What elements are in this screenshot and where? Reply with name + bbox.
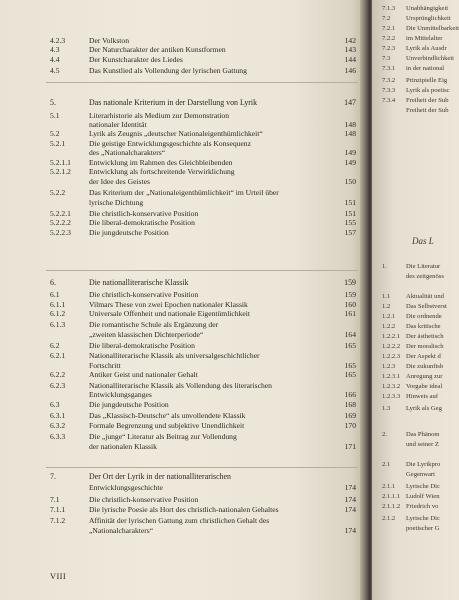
right-line-number: 1.	[382, 263, 387, 270]
right-line-number: 1.2	[382, 303, 391, 310]
right-line-text: Prinzipielle Eig	[406, 77, 448, 84]
toc-entry-page: 159	[344, 278, 356, 287]
toc-entry-number: 6.1.2	[50, 309, 66, 318]
toc-entry-title: Entwicklung im Rahmen des Gleichbleibenden	[89, 158, 233, 167]
right-line-number: 1.2.2.2	[382, 343, 401, 350]
right-line-text: Hinweis auf	[406, 393, 439, 400]
toc-entry-number: 7.1.1	[50, 505, 66, 514]
right-line-text: Unverbindlichkeit	[406, 55, 454, 62]
toc-entry-page: 165	[344, 361, 356, 370]
toc-entry-page: 165	[344, 341, 356, 350]
toc-entry-number: 4.2.3	[50, 36, 66, 45]
right-line-text: Die Literatur	[406, 263, 441, 270]
toc-entry-number: 6.3.1	[50, 411, 66, 420]
toc-entry-title: Entwicklungsgeschichte	[89, 483, 163, 492]
toc-entry-title: Die jungdeutsche Position	[89, 400, 169, 409]
toc-entry-title: Universale Offenheit und nationale Eigentümlichkeit	[89, 309, 250, 318]
toc-entry-title: der nationalen Klassik	[89, 442, 157, 451]
toc-chapter-entry	[0, 98, 366, 108]
toc-entry-page: 170	[344, 421, 356, 430]
right-line-number: 7.3.3	[382, 87, 396, 94]
right-line-number: 7.2.2	[382, 35, 396, 42]
right-line-number: 7.2.1	[382, 25, 396, 32]
right-line-text: Lyrik als Geg	[406, 405, 442, 412]
toc-entry-title: nationaler Identität	[89, 120, 147, 129]
toc-entry	[0, 495, 366, 505]
right-line-number: 1.2.3.3	[382, 393, 401, 400]
right-line-number: 1.2.1	[382, 313, 396, 320]
toc-entry	[0, 198, 366, 208]
section-divider	[46, 82, 358, 83]
right-line-number: 1.3	[382, 405, 391, 412]
toc-entry-number: 5.2.1.2	[50, 167, 71, 176]
toc-entry-title: Die geistige Entwicklungsgeschichte als Konsequenz	[89, 139, 251, 148]
right-line-number: 7.2.3	[382, 45, 396, 52]
right-line-text: Der ästhetisch	[406, 333, 444, 340]
right-line-number: 1.2.2.3	[382, 353, 401, 360]
toc-entry-page: 149	[344, 148, 356, 157]
toc-entry-number: 5.2.2.2	[50, 218, 71, 227]
toc-entry-number: 4.5	[50, 66, 60, 75]
right-line-number: 7.3.1	[382, 65, 396, 72]
toc-entry-title: Die liberal-demokratische Position	[89, 341, 195, 350]
toc-entry-number: 7.1.2	[50, 516, 66, 525]
toc-entry	[0, 330, 366, 340]
toc-entry-title: Die christlich-konservative Position	[89, 209, 199, 218]
toc-entry-number: 6.3.3	[50, 432, 66, 441]
toc-entry-title: Der Volkston	[89, 36, 130, 45]
toc-entry-title: Die christlich-konservative Position	[89, 290, 199, 299]
toc-entry-page: 148	[344, 120, 356, 129]
toc-entry-page: 147	[344, 98, 356, 107]
toc-entry-title: „Nationalcharakters“	[89, 526, 154, 535]
toc-entry-title: Literarhistorie als Medium zur Demonstration	[89, 111, 230, 120]
toc-entry-page: 160	[344, 300, 356, 309]
right-line-text: Das Selbstverst	[406, 303, 447, 310]
right-line-text: des zeitgenöss	[406, 273, 444, 280]
toc-entry-title: Das Kriterium der „Nationaleigenthümlichkeit“ im Urteil über	[89, 188, 279, 197]
right-line-number: 2.1.1.1	[382, 493, 401, 500]
toc-entry-page: 174	[344, 505, 356, 514]
toc-entry-title: Das nationale Kriterium in der Darstellung von Lyrik	[89, 98, 258, 107]
right-line-text: Lyrik als Ausdr	[406, 45, 447, 52]
toc-entry-title: Entwicklung als fortschreitende Verwirklichung	[89, 167, 235, 176]
right-line-number: 7.3	[382, 55, 391, 62]
right-line-text: Freiheit der Sub	[406, 107, 449, 114]
right-line-number: 2.1.2	[382, 515, 396, 522]
right-line-number: 2.1	[382, 461, 391, 468]
right-line-text: Gegenwart	[406, 471, 435, 478]
right-line-text: Die zukunftsb	[406, 363, 444, 370]
toc-entry	[0, 45, 366, 55]
toc-entry-title: des „Nationalcharakters“	[89, 148, 166, 157]
toc-entry	[0, 228, 366, 238]
toc-entry-page: 148	[344, 129, 356, 138]
toc-entry	[0, 370, 366, 380]
toc-entry-title: Der Kunstcharakter des Liedes	[89, 55, 183, 64]
toc-entry-title: Das „Klassisch-Deutsche“ als unvollendete Klassik	[89, 411, 246, 420]
toc-entry-number: 6.1.1	[50, 300, 66, 309]
toc-entry-page: 155	[344, 218, 356, 227]
toc-entry	[0, 411, 366, 421]
toc-entry	[0, 188, 366, 198]
toc-entry-page: 174	[344, 483, 356, 492]
toc-entry	[0, 55, 366, 65]
toc-entry-title: Das Kunstlied als Vollendung der lyrischen Gattung	[89, 66, 247, 75]
toc-entry-number: 5.2.1.1	[50, 158, 71, 167]
toc-entry-page: 144	[344, 55, 356, 64]
toc-entry-title: Die lyrische Poesie als Hort des christlich-nationalen Gehaltes	[89, 505, 279, 514]
right-line-text: Die Lyrikpro	[406, 461, 441, 468]
right-line-text: Freiheit der Sub	[406, 97, 449, 104]
page-number: VIII	[50, 572, 67, 581]
toc-entry	[0, 526, 366, 536]
toc-entry-page: 142	[344, 36, 356, 45]
toc-entry-number: 7.	[50, 472, 56, 481]
toc-entry-page: 157	[344, 228, 356, 237]
right-line-text: Aktualität und	[406, 293, 444, 300]
right-line-number: 7.2	[382, 15, 391, 22]
right-line-text: Lyrik als poetisc	[406, 87, 450, 94]
section-divider	[46, 270, 358, 271]
right-line-number: 1.2.2.1	[382, 333, 401, 340]
right-line-text: Das Phänom	[406, 431, 440, 438]
toc-entry-page: 143	[344, 45, 356, 54]
toc-entry-page: 174	[344, 526, 356, 535]
toc-entry-title: Die nationalliterarische Klassik	[89, 278, 189, 287]
right-line-number: 2.1.1.2	[382, 503, 401, 510]
toc-entry-title: Formale Begrenzung und subjektive Unendlichkeit	[89, 421, 245, 430]
toc-entry-title: Nationalliterarische Klassik als universalgeschichtlicher	[89, 351, 260, 360]
toc-entry-title: der Idee des Geistes	[89, 177, 150, 186]
toc-entry-title: Lyrik als Zeugnis „deutscher Nationaleigenthümlichkeit“	[89, 129, 263, 138]
toc-entry-title: „zweiten klassischen Dichterperiode“	[89, 330, 204, 339]
right-line-number: 1.2.2	[382, 323, 396, 330]
toc-entry	[0, 341, 366, 351]
toc-entry-title: Die christlich-konservative Position	[89, 495, 199, 504]
toc-entry-number: 5.2.2.3	[50, 228, 71, 237]
toc-entry-page: 149	[344, 158, 356, 167]
toc-entry	[0, 320, 366, 330]
toc-entry	[0, 129, 366, 139]
toc-entry-title: Die romantische Schule als Ergänzung der	[89, 320, 219, 329]
toc-entry-number: 6.2.3	[50, 381, 66, 390]
right-line-number: 1.2.3.1	[382, 373, 401, 380]
right-line-number: 7.1.3	[382, 5, 396, 12]
toc-entry-page: 159	[344, 290, 356, 299]
toc-entry	[0, 432, 366, 442]
toc-entry-number: 4.4	[50, 55, 60, 64]
toc-entry	[0, 309, 366, 319]
toc-entry	[0, 66, 366, 76]
toc-entry	[0, 390, 366, 400]
right-line-text: im Mittelalter	[406, 35, 443, 42]
toc-entry-number: 6.1	[50, 290, 60, 299]
right-line-text: Die Unmittelbarkeit	[406, 25, 459, 32]
toc-entry-number: 6.2.1	[50, 351, 66, 360]
right-line-number: 1.2.3	[382, 363, 396, 370]
toc-entry-number: 5.2	[50, 129, 60, 138]
toc-entry	[0, 290, 366, 300]
toc-entry	[0, 177, 366, 187]
right-line-text: und seiner Z	[406, 441, 439, 448]
toc-entry-number: 5.2.2.1	[50, 209, 71, 218]
toc-entry-page: 164	[344, 330, 356, 339]
toc-entry	[0, 483, 366, 493]
toc-entry	[0, 400, 366, 410]
toc-entry-number: 5.	[50, 98, 56, 107]
toc-entry-number: 6.	[50, 278, 56, 287]
toc-entry-title: Der Naturcharakter der antiken Kunstformen	[89, 45, 226, 54]
toc-entry-page: 151	[344, 209, 356, 218]
toc-entry-page: 150	[344, 177, 356, 186]
toc-entry-number: 7.1	[50, 495, 60, 504]
toc-entry-page: 168	[344, 400, 356, 409]
toc-entry-number: 6.3.2	[50, 421, 66, 430]
toc-entry-number: 5.2.1	[50, 139, 66, 148]
toc-entry-title: Vilmars These von zwei Epochen nationaler Klassik	[89, 300, 248, 309]
right-line-text: Anregung zur	[406, 373, 443, 380]
toc-entry-title: Die liberal-demokratische Position	[89, 218, 195, 227]
right-line-text: Ludolf Wien	[406, 493, 440, 500]
toc-entry-title: Die jungdeutsche Position	[89, 228, 169, 237]
toc-entry	[0, 516, 366, 526]
right-line-text: poetischer G	[406, 525, 440, 532]
toc-entry-title: Entwicklungsganges	[89, 390, 152, 399]
right-line-number: 2.1.1	[382, 483, 396, 490]
toc-entry	[0, 442, 366, 452]
right-line-text: Unabhängigkeit	[406, 5, 449, 12]
right-line-text: Der Aspekt d	[406, 353, 441, 360]
toc-entry-page: 174	[344, 495, 356, 504]
toc-entry	[0, 505, 366, 515]
right-line-text: Das kritische	[406, 323, 441, 330]
toc-entry-title: Der Ort der Lyrik in der nationalliterarischen	[89, 472, 231, 481]
toc-entry-page: 165	[344, 370, 356, 379]
toc-entry	[0, 167, 366, 177]
right-line-number: 7.3.2	[382, 77, 396, 84]
toc-entry	[0, 351, 366, 361]
toc-entry-title: Antiker Geist und nationaler Gehalt	[89, 370, 198, 379]
right-line-text: Ursprünglichkeit	[406, 15, 451, 22]
right-line-text: Lyrische Dic	[406, 515, 440, 522]
toc-entry-number: 6.1.3	[50, 320, 66, 329]
toc-entry-page: 166	[344, 390, 356, 399]
right-line-text: in der national	[406, 65, 445, 72]
right-page	[372, 0, 459, 600]
right-page-heading: Das L	[412, 236, 434, 246]
toc-entry-page: 169	[344, 411, 356, 420]
toc-entry-number: 5.1	[50, 111, 60, 120]
right-line-number: 1.1	[382, 293, 391, 300]
toc-entry	[0, 218, 366, 228]
toc-chapter-entry	[0, 472, 366, 482]
right-line-text: Vorgabe ideal	[406, 383, 443, 390]
toc-entry-title: Affinität der lyrischen Gattung zum christlichen Gehalt des	[89, 516, 270, 525]
toc-entry-page: 161	[344, 309, 356, 318]
right-line-text: Friedrich vo	[406, 503, 439, 510]
right-line-text: Der moralisch	[406, 343, 444, 350]
right-line-number: 1.2.3.2	[382, 383, 401, 390]
right-line-number: 2.	[382, 431, 387, 438]
right-line-number: 7.3.4	[382, 97, 396, 104]
toc-entry-number: 4.3	[50, 45, 60, 54]
toc-entry-page: 171	[344, 442, 356, 451]
toc-entry-number: 5.2.2	[50, 188, 66, 197]
toc-entry-number: 6.2	[50, 341, 60, 350]
toc-entry-title: Die „junge“ Literatur als Beitrag zur Vollendung	[89, 432, 237, 441]
section-divider	[46, 467, 358, 468]
toc-entry	[0, 421, 366, 431]
right-line-text: Lyrische Dic	[406, 483, 440, 490]
toc-chapter-entry	[0, 278, 366, 288]
toc-entry-number: 6.2.2	[50, 370, 66, 379]
toc-entry-title: lyrische Dichtung	[89, 198, 144, 207]
right-line-text: Die ordnende	[406, 313, 442, 320]
toc-entry-title: Nationalliterarische Klassik als Vollendung des literarischen	[89, 381, 272, 390]
toc-entry-page: 151	[344, 198, 356, 207]
toc-entry	[0, 148, 366, 158]
toc-entry-number: 6.3	[50, 400, 60, 409]
toc-entry-title: Fortschritt	[89, 361, 121, 370]
toc-entry-page: 146	[344, 66, 356, 75]
